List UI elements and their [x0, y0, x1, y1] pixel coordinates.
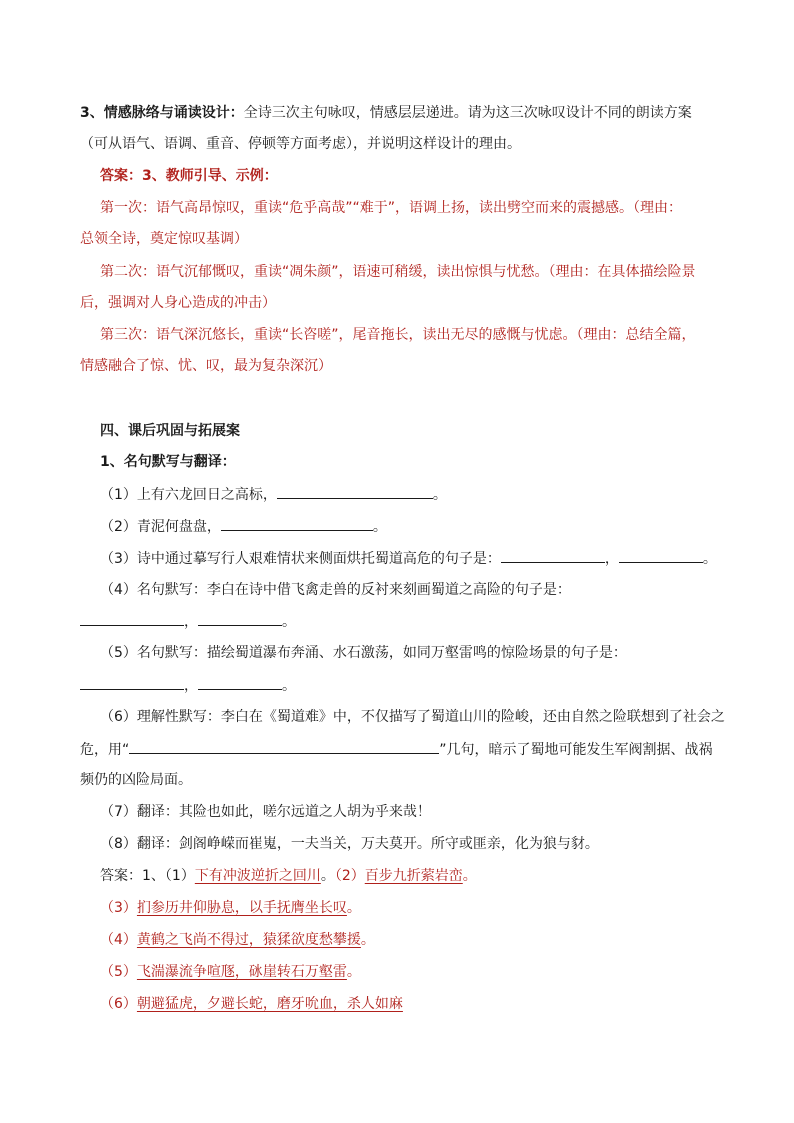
- blank-line: [198, 610, 282, 626]
- answer-line-3: [100, 897, 720, 919]
- blank-line: [619, 547, 703, 563]
- answer-prefix: 答案：1、（1）: [100, 868, 195, 884]
- period: 。: [360, 932, 375, 948]
- comma: ，: [184, 614, 198, 630]
- comma: ，: [184, 678, 198, 694]
- blank-line: [198, 674, 282, 690]
- period: 。: [702, 551, 717, 567]
- answer-line-6: [100, 993, 720, 1015]
- answer-4-prefix: （4）: [100, 932, 137, 948]
- period: 。: [282, 678, 296, 694]
- answer-6-prefix: （6）: [100, 996, 137, 1012]
- answer-3-prefix: （3）: [100, 900, 137, 916]
- answer-5: 飞湍瀑流争喧豗，砯崖转石万壑雷: [136, 964, 347, 980]
- answer-1: 下有冲波逆折之回川: [194, 868, 321, 884]
- blank-line: [501, 547, 605, 563]
- blank-line: [80, 610, 184, 626]
- q3-first-2: 总领全诗，奠定惊叹基调）: [80, 231, 248, 247]
- item-1: [100, 483, 720, 506]
- q3-title: 3、情感脉络与诵读设计：: [80, 105, 244, 121]
- item-5-blanks: [80, 674, 720, 697]
- answer-line-5: [100, 961, 720, 983]
- q3-line-1: [80, 102, 720, 124]
- answer-5-prefix: （5）: [100, 964, 137, 980]
- q3-first-1: 第一次：语气高昂惊叹，重读“危乎高哉”“难于”，语调上扬，读出劈空而来的震撼感。（理由：: [100, 200, 683, 216]
- period: 。: [346, 900, 361, 916]
- answer-line-1: [100, 865, 720, 887]
- period: 。: [462, 868, 477, 884]
- item-8: （8）翻译：剑阁峥嵘而崔嵬，一夫当关，万夫莫开。所守或匪亲，化为狼与豺。: [100, 836, 599, 852]
- period: 。: [432, 487, 447, 503]
- answer-line-4: [100, 929, 720, 951]
- comma: ，: [604, 551, 619, 567]
- section4-sub1: 1、名句默写与翻译：: [100, 454, 236, 470]
- item-4: （4）名句默写：李白在诗中借飞禽走兽的反衬来刻画蜀道之高险的句子是：: [100, 582, 571, 598]
- blank-line: [277, 483, 433, 499]
- item-6-close: ”几句，暗示了蜀地可能发生军阀割据、战祸: [439, 742, 713, 758]
- answer-3: 扪参历井仰胁息，以手抚膺坐长叹: [136, 900, 347, 916]
- q3-text-1: 全诗三次主句咏叹，情感层层递进。请为这三次咏叹设计不同的朗读方案: [243, 105, 692, 121]
- answer-2: 百步九折萦岩峦: [364, 868, 463, 884]
- item-2-text: （2）青泥何盘盘，: [100, 519, 221, 535]
- section4-heading: 四、课后巩固与拓展案: [100, 423, 240, 439]
- period: 。: [372, 519, 387, 535]
- q3-second-1: 第二次：语气沉郁慨叹，重读“凋朱颜”，语速可稍缓，读出惊惧与忧愁。（理由：在具体描绘险景: [100, 264, 696, 280]
- period: 。: [282, 614, 296, 630]
- item-6-line-3: 频仍的凶险局面。: [80, 772, 192, 788]
- item-7: （7）翻译：其险也如此，嗟尔远道之人胡为乎来哉！: [100, 804, 431, 820]
- period: 。: [346, 964, 361, 980]
- item-3: [100, 547, 720, 570]
- answer-2-prefix: （2）: [334, 868, 365, 884]
- item-6-line-1: （6）理解性默写：李白在《蜀道难》中，不仅描写了蜀道山川的险峻，还由自然之险联想到了社会之: [100, 709, 725, 725]
- blank-line: [80, 674, 184, 690]
- item-1-text: （1）上有六龙回日之高标，: [100, 487, 277, 503]
- blank-line: [129, 738, 439, 754]
- q3-line-2: （可从语气、语调、重音、停顿等方面考虑），并说明这样设计的理由。: [80, 136, 521, 152]
- item-3-text: （3）诗中通过摹写行人艰难情状来侧面烘托蜀道高危的句子是：: [100, 551, 501, 567]
- item-5: （5）名句默写：描绘蜀道瀑布奔涌、水石激荡，如同万壑雷鸣的惊险场景的句子是：: [100, 645, 627, 661]
- item-6-open: 危，用“: [80, 742, 130, 758]
- item-4-blanks: [80, 610, 720, 633]
- q3-answer-label: 答案：3、教师引导、示例：: [100, 168, 278, 184]
- item-2: [100, 515, 720, 538]
- answer-6: 朝避猛虎，夕避长蛇，磨牙吮血，杀人如麻: [136, 996, 403, 1012]
- blank-line: [221, 515, 373, 531]
- answer-4: 黄鹤之飞尚不得过，猿猱欲度愁攀援: [136, 932, 361, 948]
- q3-third-1: 第三次：语气深沉悠长，重读“长咨嗟”，尾音拖长，读出无尽的感慨与忧虑。（理由：总结全篇，: [100, 327, 696, 343]
- q3-second-2: 后，强调对人身心造成的冲击）: [80, 295, 276, 311]
- item-6-line-2: [80, 738, 720, 761]
- period: 。: [320, 868, 335, 884]
- q3-third-2: 情感融合了惊、忧、叹，最为复杂深沉）: [80, 358, 332, 374]
